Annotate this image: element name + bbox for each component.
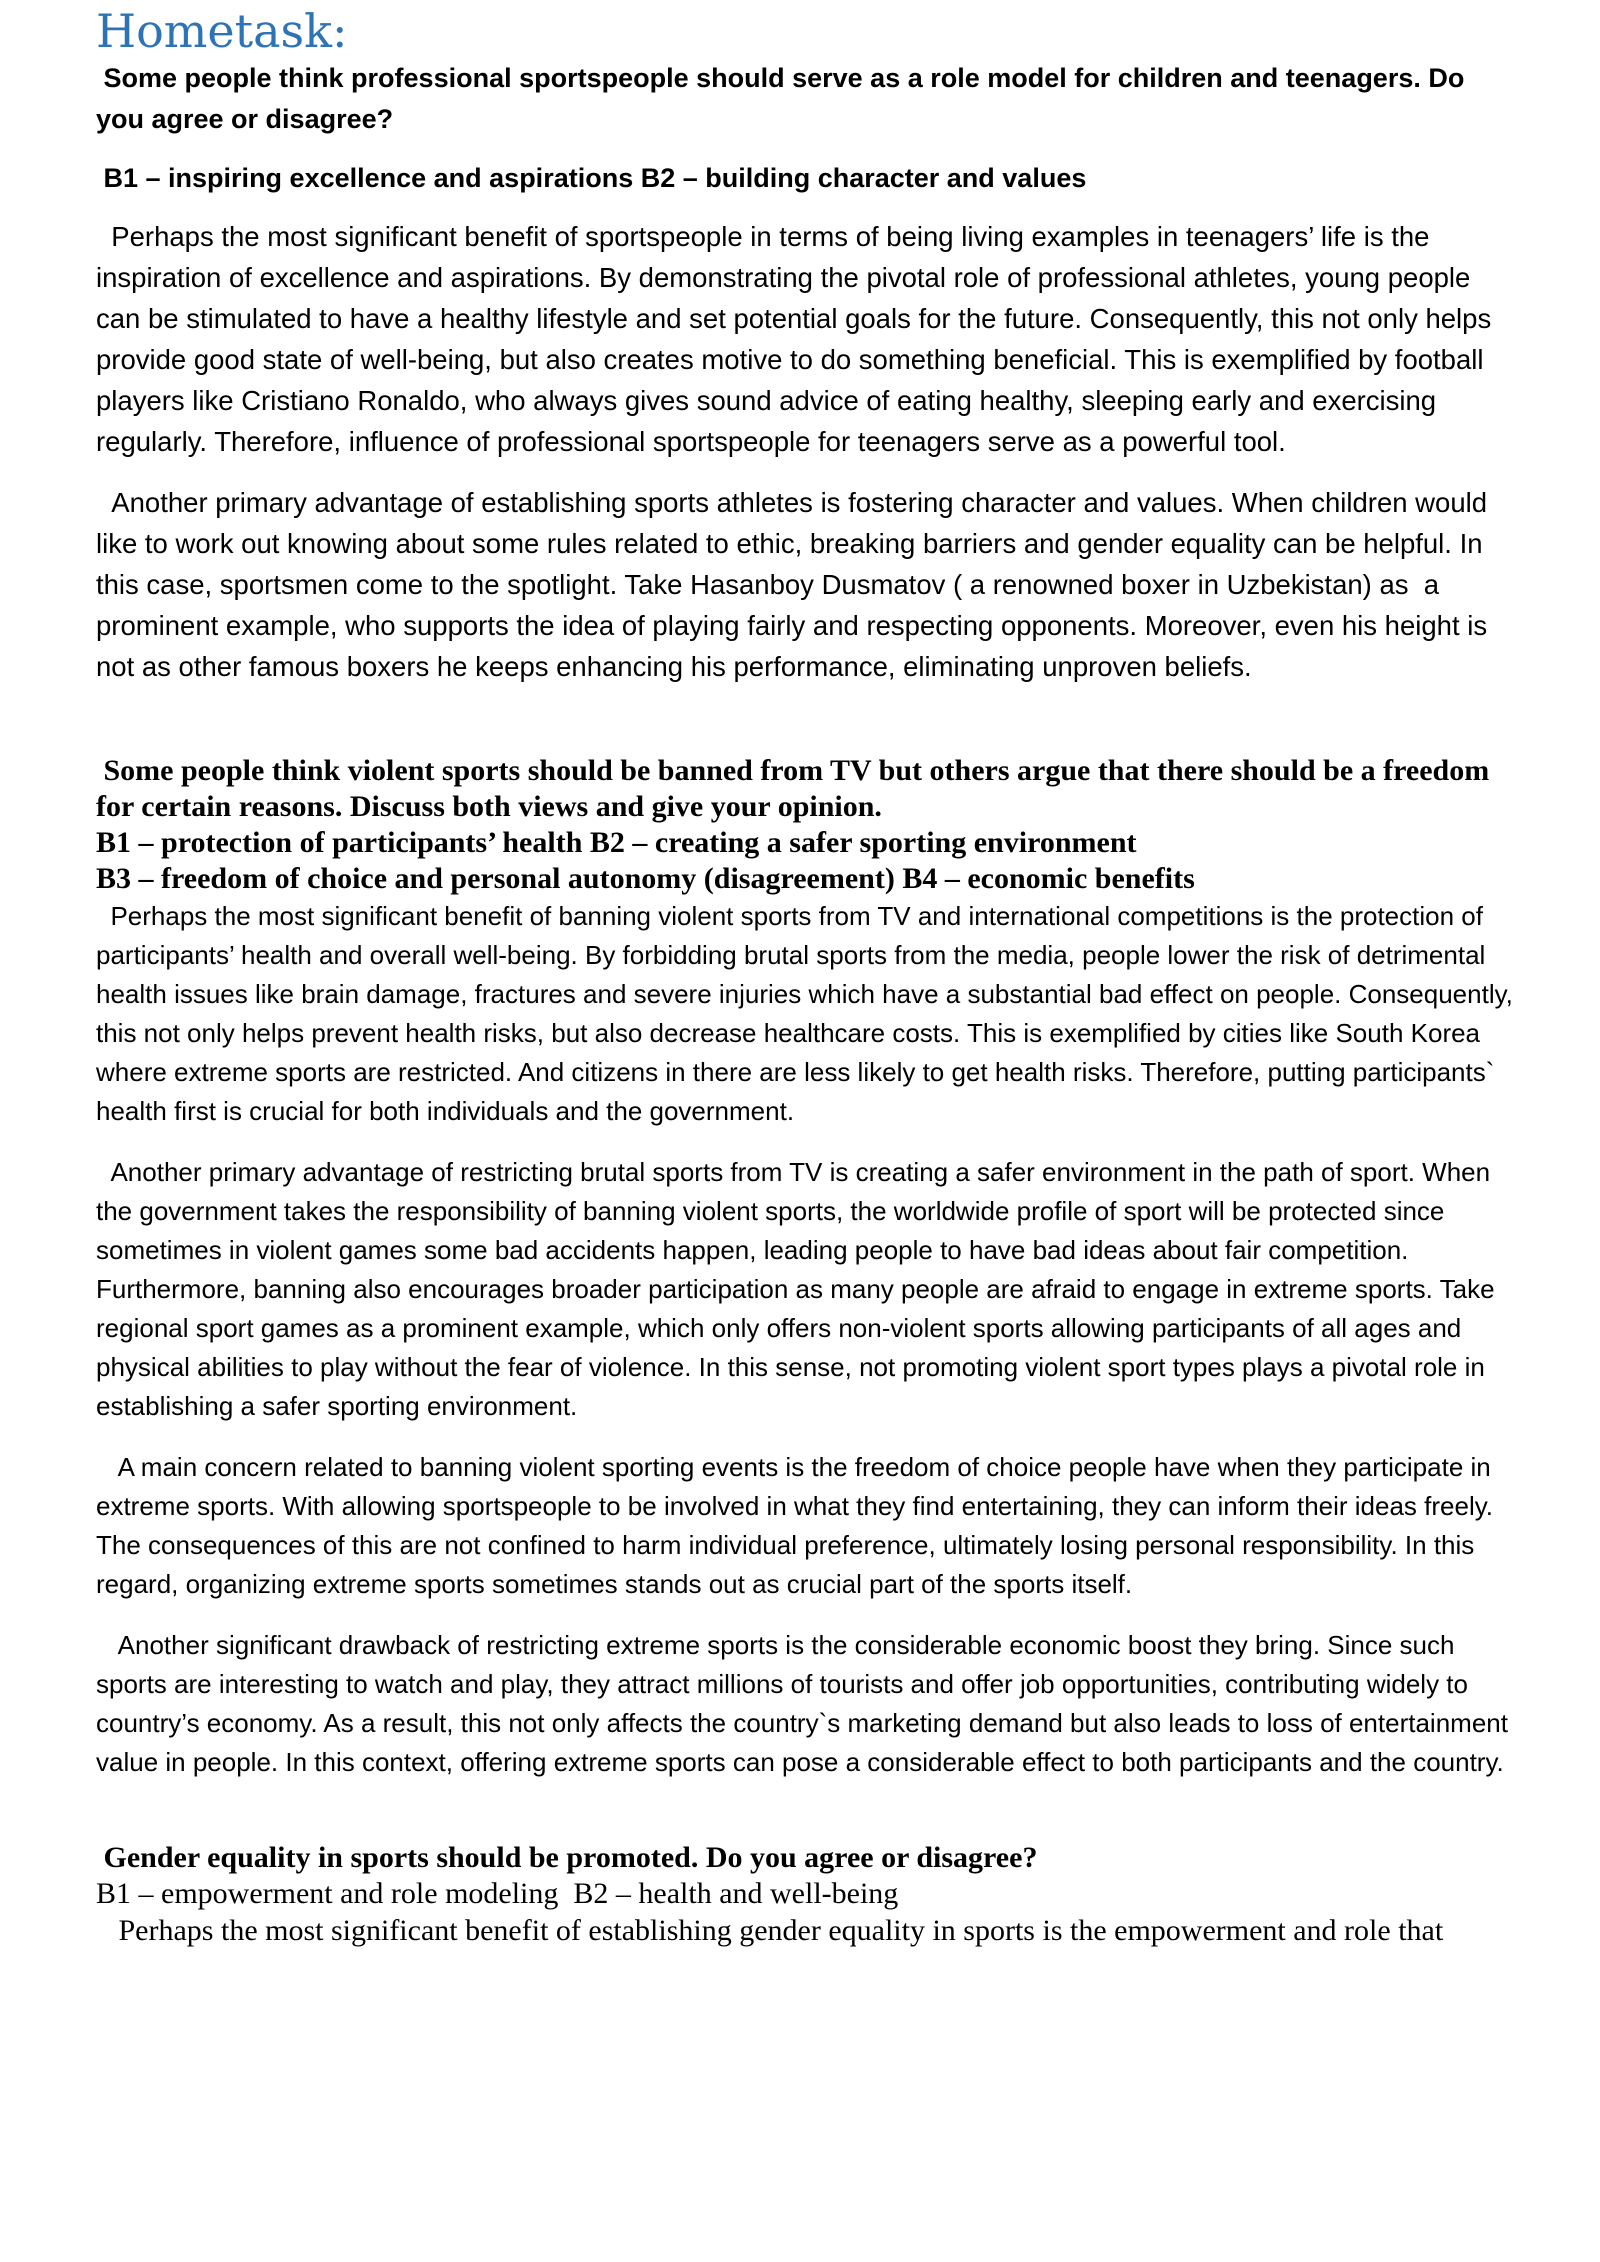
task-1-paragraph-2: Another primary advantage of establishing sports athletes is fostering character and values. When children would like to work out knowing about some rules related to ethic, breaking barriers and gender equality can be helpful. In this case, sportsmen come to the spotlight. Take Hasanboy Dusmatov ( a renowned boxer in Uzbekistan) as a prominent example, who supports the idea of playing fairly and respecting opponents. Moreover, even his height is not as other famous boxers he keeps enhancing his performance, eliminating unproven beliefs.	[96, 487, 1495, 682]
task-1-paragraph-1: Perhaps the most significant benefit of sportspeople in terms of being living examples in teenagers’ life is the inspiration of excellence and aspirations. By demonstrating the pivotal role of professional athletes, young people can be stimulated to have a healthy lifestyle and set potential goals for the future. Consequently, this not only helps provide good state of well-being, but also creates motive to do something beneficial. This is exemplified by football players like Cristiano Ronaldo, who always gives sound advice of eating healthy, sleeping early and exercising regularly. Therefore, influence of professional sportspeople for teenagers serve as a powerful tool.	[96, 221, 1499, 457]
task-2	[96, 753, 1521, 1782]
task-1-question: Some people think professional sportspeople should serve as a role model for children and teenagers. Do you agree or disagree?	[96, 63, 1472, 134]
task-3-body-points: B1 – empowerment and role modeling B2 – health and well-being	[96, 1877, 899, 1910]
task-2-paragraph-4: Another significant drawback of restricting extreme sports is the considerable economic boost they bring. Since such sports are interesting to watch and play, they attract millions of tourists and offer job opportunities, contributing widely to country’s economy. As a result, this not only affects the country`s marketing demand but also leads to loss of entertainment value in people. In this context, offering extreme sports can pose a considerable effect to both participants and the country.	[96, 1630, 1516, 1777]
task-2-question: Some people think violent sports should be banned from TV but others argue that there should be a freedom for certain reasons. Discuss both views and give your opinion.	[96, 754, 1497, 823]
task-2-paragraph-1: Perhaps the most significant benefit of banning violent sports from TV and international competitions is the protection of participants’ health and overall well-being. By forbidding brutal sports from the media, people lower the risk of detrimental health issues like brain damage, fractures and severe injuries which have a substantial bad effect on people. Consequently, this not only helps prevent health risks, but also decrease healthcare costs. This is exemplified by cities like South Korea where extreme sports are restricted. And citizens in there are less likely to get health risks. Therefore, putting participants` health first is crucial for both individuals and the government.	[96, 901, 1521, 1126]
task-2-paragraph-3: A main concern related to banning violent sporting events is the freedom of choice people have when they participate in extreme sports. With allowing sportspeople to be involved in what they find entertaining, they can inform their ideas freely. The consequences of this are not confined to harm individual preference, ultimately losing personal responsibility. In this regard, organizing extreme sports sometimes stands out as crucial part of the sports itself.	[96, 1452, 1500, 1599]
task-3	[96, 1840, 1516, 1950]
document-page	[96, 0, 1521, 1950]
task-2-body-points-2: B3 – freedom of choice and personal autonomy (disagreement) B4 – economic benefits	[96, 862, 1195, 895]
task-3-question: Gender equality in sports should be promoted. Do you agree or disagree?	[96, 1841, 1038, 1874]
task-1-body-points: B1 – inspiring excellence and aspirations B2 – building character and values	[96, 163, 1087, 193]
task-1	[96, 58, 1516, 687]
task-2-paragraph-2: Another primary advantage of restricting brutal sports from TV is creating a safer environment in the path of sport. When the government takes the responsibility of banning violent sports, the worldwide profile of sport will be protected since sometimes in violent games some bad accidents happen, leading people to have bad ideas about fair competition. Furthermore, banning also encourages broader participation as many people are afraid to engage in extreme sports. Take regional sport games as a prominent example, which only offers non-violent sports allowing participants of all ages and physical abilities to play without the fear of violence. In this sense, not promoting violent sport types plays a pivotal role in establishing a safer sporting environment.	[96, 1157, 1502, 1421]
task-2-body-points-1: B1 – protection of participants’ health B2 – creating a safer sporting environment	[96, 826, 1137, 859]
task-3-paragraph-1: Perhaps the most significant benefit of establishing gender equality in sports is the empowerment and role that	[96, 1914, 1444, 1947]
page-title: Hometask:	[96, 4, 348, 58]
